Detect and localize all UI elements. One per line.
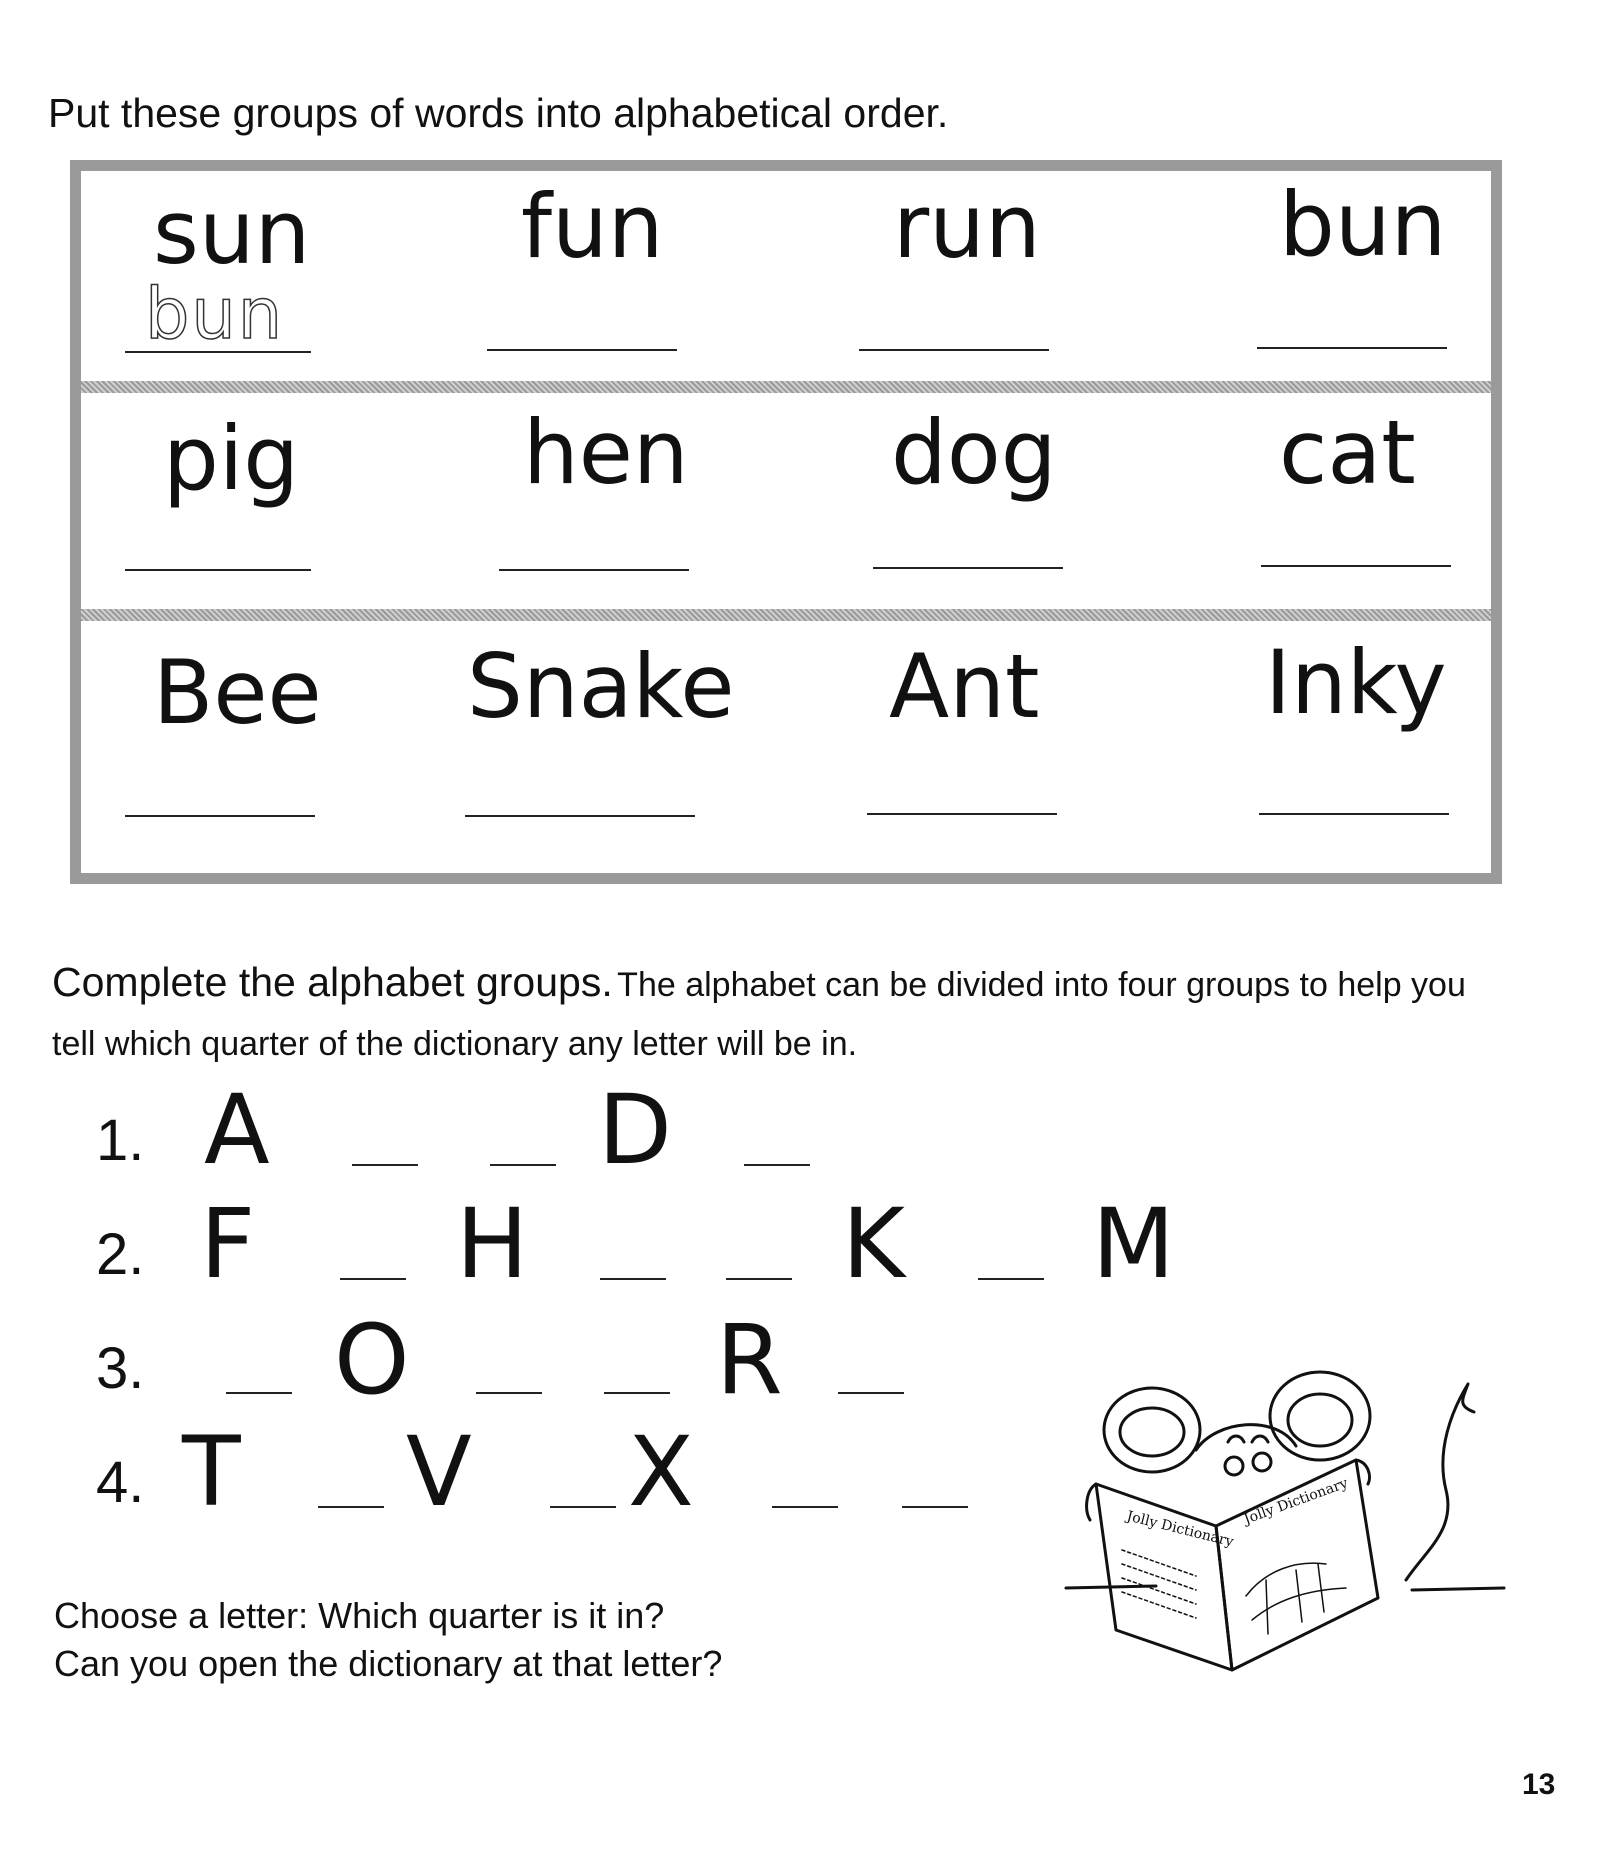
answer-line[interactable] — [1261, 565, 1451, 567]
mouse-head — [1196, 1425, 1296, 1450]
word: fun — [521, 175, 664, 278]
closing-questions — [54, 1592, 722, 1688]
group-number: 4. — [96, 1450, 145, 1515]
alphabet-letter: D — [598, 1074, 672, 1186]
word: run — [893, 175, 1041, 278]
letter-blank[interactable] — [490, 1164, 556, 1166]
instruction-alphabetical-order: Put these groups of words into alphabetical order. — [48, 90, 949, 136]
letter-blank[interactable] — [726, 1278, 792, 1280]
mouse-ear-left — [1104, 1388, 1200, 1472]
letter-blank[interactable] — [476, 1392, 542, 1394]
answer-line[interactable] — [499, 569, 689, 571]
word: bun — [1279, 173, 1447, 276]
instruction-alphabet-groups — [52, 956, 1492, 1077]
group-number: 1. — [96, 1108, 145, 1173]
word-groups-table — [70, 160, 1502, 884]
answer-line[interactable] — [125, 351, 311, 353]
word: dog — [891, 401, 1057, 504]
answer-line[interactable] — [125, 815, 315, 817]
word: Snake — [467, 635, 735, 738]
word: sun — [153, 181, 311, 284]
letter-blank[interactable] — [340, 1278, 406, 1280]
answer-line[interactable] — [125, 569, 311, 571]
letter-blank[interactable] — [978, 1278, 1044, 1280]
alphabet-letter: H — [456, 1188, 529, 1300]
answer-line[interactable] — [465, 815, 695, 817]
word: Bee — [153, 641, 322, 744]
letter-blank[interactable] — [226, 1392, 292, 1394]
letter-blank[interactable] — [600, 1278, 666, 1280]
word: Inky — [1265, 631, 1447, 734]
mouse-eye-left — [1225, 1457, 1243, 1475]
mouse-reading-dictionary-illustration — [1056, 1350, 1556, 1690]
answer-line[interactable] — [1257, 347, 1447, 349]
group-number: 2. — [96, 1222, 145, 1287]
answer-line[interactable] — [1259, 813, 1449, 815]
alphabet-letter: V — [406, 1416, 472, 1528]
letter-blank[interactable] — [838, 1392, 904, 1394]
letter-blank[interactable] — [744, 1164, 810, 1166]
alphabet-letter: K — [842, 1188, 905, 1300]
group-number: 3. — [96, 1336, 145, 1401]
word-row-1 — [81, 171, 1491, 381]
alphabet-groups-heading: Complete the alphabet groups. — [52, 959, 613, 1005]
letter-blank[interactable] — [352, 1164, 418, 1166]
letter-blank[interactable] — [902, 1506, 968, 1508]
letter-blank[interactable] — [772, 1506, 838, 1508]
book-left-page — [1096, 1484, 1232, 1670]
book-left-title: Jolly Dictionary — [1125, 1508, 1236, 1551]
letter-blank[interactable] — [604, 1392, 670, 1394]
answer-line[interactable] — [867, 813, 1057, 815]
word: Ant — [889, 635, 1040, 738]
book-right-title: Jolly Dictionary — [1241, 1475, 1351, 1528]
word: cat — [1279, 401, 1416, 504]
answer-line[interactable] — [859, 349, 1049, 351]
answer-line[interactable] — [487, 349, 677, 351]
page-number: 13 — [1522, 1768, 1556, 1801]
alphabet-letter: R — [716, 1304, 783, 1416]
answer-line[interactable] — [873, 567, 1063, 569]
alphabet-letter: X — [628, 1416, 694, 1528]
mouse-eye-right — [1253, 1453, 1271, 1471]
alphabet-letter: F — [200, 1188, 256, 1300]
letter-blank[interactable] — [550, 1506, 616, 1508]
word: pig — [163, 407, 300, 510]
alphabet-letter: T — [182, 1416, 241, 1528]
alphabet-groups-explanation: The alphabet can be divided into four groups to help you tell which quarter of the dictionary any letter will be in. — [52, 966, 1466, 1063]
traced-answer: bun — [145, 273, 285, 355]
word-row-2 — [81, 393, 1491, 609]
alphabet-letter: M — [1092, 1188, 1175, 1300]
mouse-tail — [1406, 1384, 1474, 1580]
word-row-3 — [81, 621, 1491, 873]
closing-line-1: Choose a letter: Which quarter is it in? — [54, 1595, 665, 1636]
word: hen — [523, 401, 689, 504]
alphabet-letter: O — [334, 1304, 410, 1416]
closing-line-2: Can you open the dictionary at that letter? — [54, 1643, 723, 1684]
letter-blank[interactable] — [318, 1506, 384, 1508]
alphabet-letter: A — [204, 1074, 270, 1186]
